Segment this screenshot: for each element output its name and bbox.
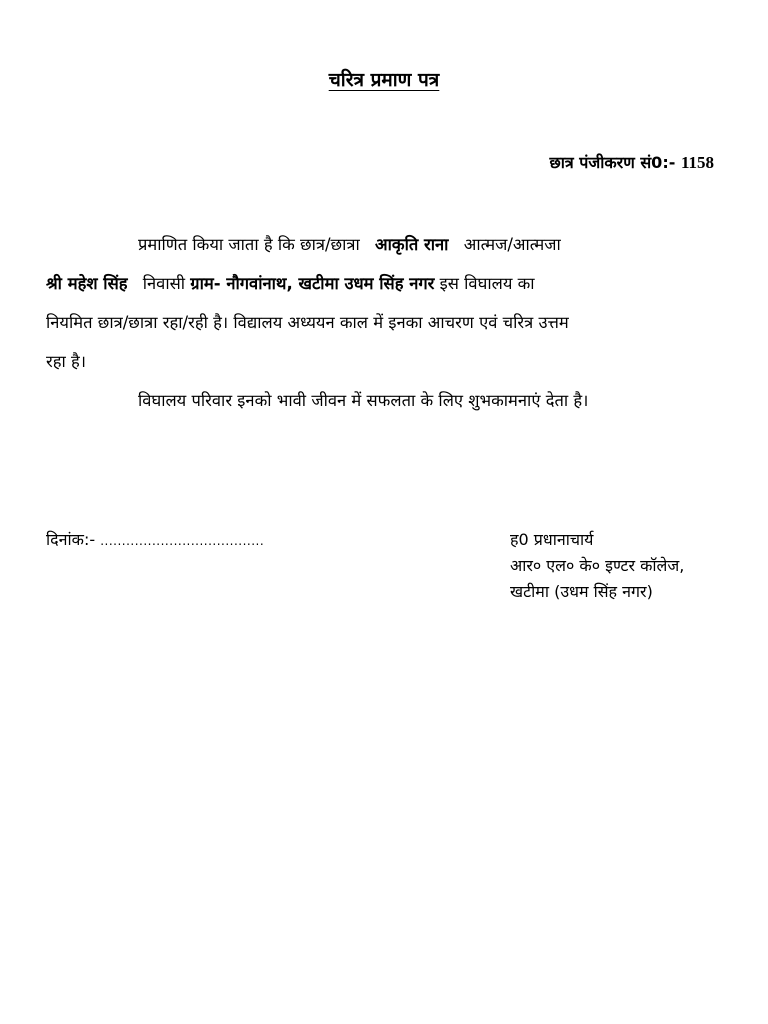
registration-number: 1158	[680, 153, 714, 172]
body-line-2	[46, 264, 726, 303]
signature-block	[510, 527, 684, 605]
line2-tail: इस विघालय का	[439, 274, 535, 293]
certify-intro: प्रमाणित किया जाता है कि छात्र/छात्रा	[138, 235, 360, 254]
address: ग्राम- नौगवांनाथ, खटीमा उधम सिंह नगर	[190, 274, 435, 293]
blessing-line: विघालय परिवार इनको भावी जीवन में सफलता के लिए शुभकामनाएं देता है।	[138, 391, 589, 410]
date-blank: ......................................	[100, 534, 265, 548]
relation-text: आत्मज/आत्मजा	[463, 235, 561, 254]
signature-line-principal: ह0 प्रधानाचार्य	[510, 530, 594, 549]
certificate-title	[0, 66, 768, 92]
student-name: आकृति राना	[375, 235, 449, 254]
body-line-1	[46, 225, 726, 264]
date-label: दिनांक:-	[46, 530, 96, 549]
father-name: श्री महेश सिंह	[46, 274, 128, 293]
registration-number-line	[550, 151, 714, 173]
certificate-title-text: चरित्र प्रमाण पत्र	[328, 69, 440, 91]
registration-label: छात्र पंजीकरण सं0:-	[549, 153, 676, 172]
date-field	[46, 528, 264, 550]
resident-label: निवासी	[142, 274, 186, 293]
signature-line-place: खटीमा (उधम सिंह नगर)	[510, 582, 653, 601]
certificate-body	[46, 225, 726, 420]
body-line-3: नियमित छात्र/छात्रा रहा/रही है। विद्यालय अध्ययन काल में इनका आचरण एवं चरित्र उत्तम	[46, 313, 569, 332]
body-line-4: रहा है।	[46, 352, 87, 371]
signature-line-college: आर० एल० के० इण्टर कॉलेज,	[510, 556, 685, 575]
